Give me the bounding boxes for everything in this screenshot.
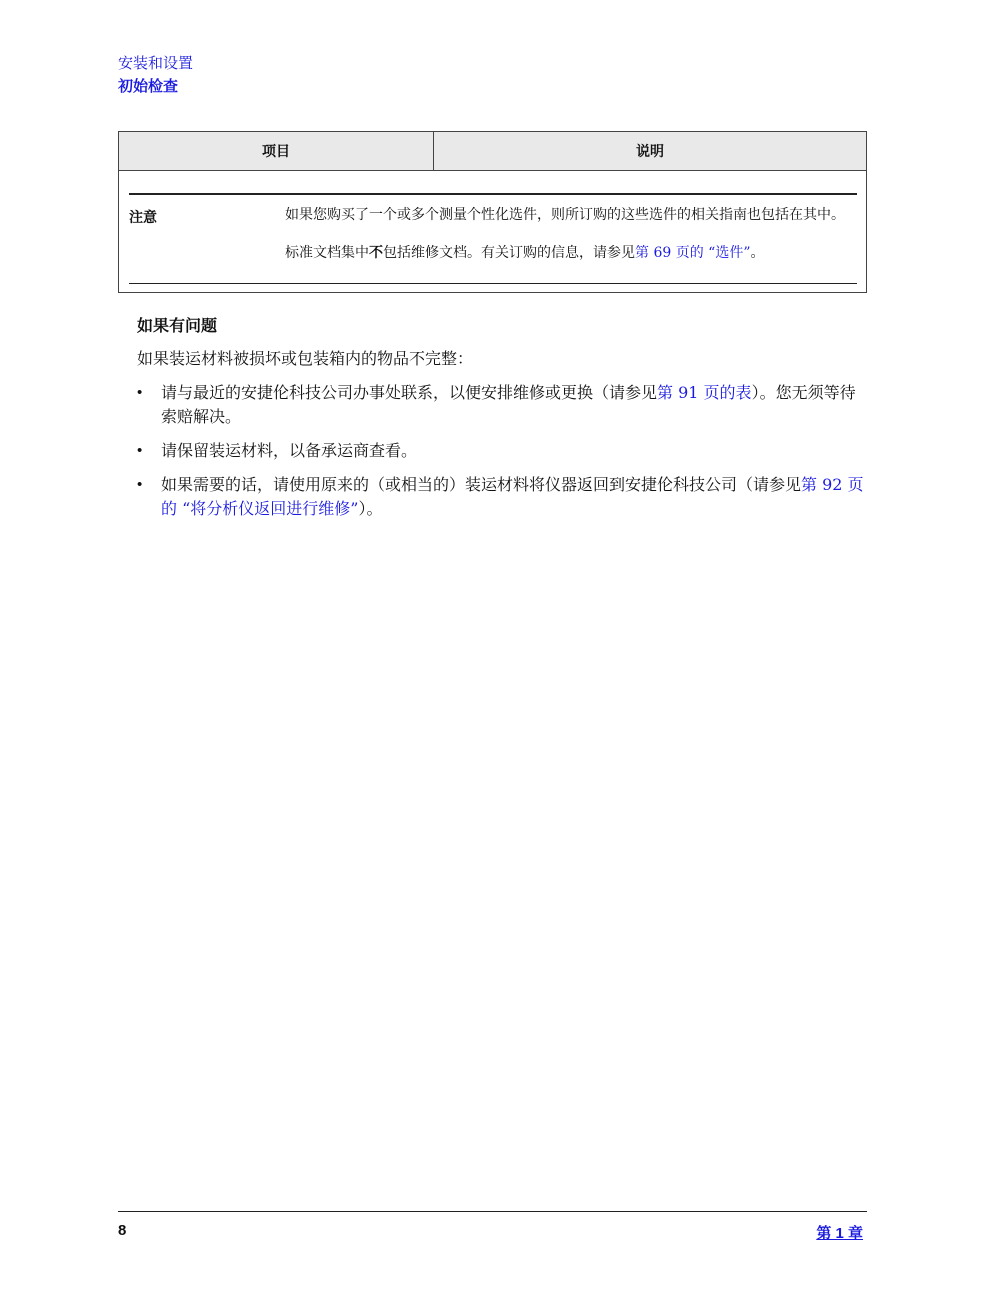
column-header-item: 项目	[119, 132, 434, 170]
problem-section	[137, 313, 867, 531]
list-item	[137, 381, 867, 429]
return-for-service-link[interactable]: 第 92 页的 “将分析仪返回进行维修”	[161, 475, 864, 518]
note-text: 。	[750, 245, 765, 261]
table-page-91-link[interactable]: 第 91 页的表	[657, 383, 752, 402]
list-item	[137, 473, 867, 521]
items-table	[118, 131, 867, 293]
note-body	[285, 207, 849, 262]
page-footer	[118, 1211, 867, 1242]
bullet-icon: •	[137, 384, 143, 401]
bullet-icon: •	[137, 442, 143, 459]
section-intro: 如果装运材料被损坏或包装箱内的物品不完整：	[137, 349, 474, 368]
list-item	[137, 439, 867, 463]
action-list	[137, 381, 867, 521]
running-header	[118, 52, 193, 98]
note-text: 标准文档集中	[285, 245, 369, 261]
list-item-text: 请保留装运材料，以备承运商查看。	[161, 441, 418, 460]
page-number: 8	[118, 1222, 127, 1239]
note-label: 注意	[129, 209, 157, 225]
list-item-text: 如果需要的话，请使用原来的（或相当的）装运材料将仪器返回到安捷伦科技公司（请参见	[161, 475, 802, 494]
section-heading: 如果有问题	[137, 318, 218, 335]
note-box	[129, 193, 857, 284]
list-item-text: ）。您无须等待索赔解决。	[161, 383, 856, 426]
chapter-link[interactable]: 第 1 章	[816, 1225, 863, 1242]
header-subtitle: 初始检查	[118, 78, 179, 95]
list-item-text: ）。	[358, 499, 383, 518]
options-page-link[interactable]: 第 69 页的 “选件”	[635, 245, 751, 261]
bullet-icon: •	[137, 476, 143, 493]
table-header-row	[119, 132, 866, 171]
note-text: 包括维修文档。有关订购的信息，请参见	[383, 245, 635, 261]
note-emphasis: 不	[369, 244, 383, 260]
header-title: 安装和设置	[118, 55, 194, 72]
note-paragraph-2	[285, 244, 849, 262]
note-paragraph-1: 如果您购买了一个或多个测量个性化选件，则所订购的这些选件的相关指南也包括在其中。	[285, 207, 845, 223]
column-header-description: 说明	[636, 143, 664, 159]
list-item-text: 请与最近的安捷伦科技公司办事处联系，以便安排维修或更换（请参见	[161, 383, 658, 402]
